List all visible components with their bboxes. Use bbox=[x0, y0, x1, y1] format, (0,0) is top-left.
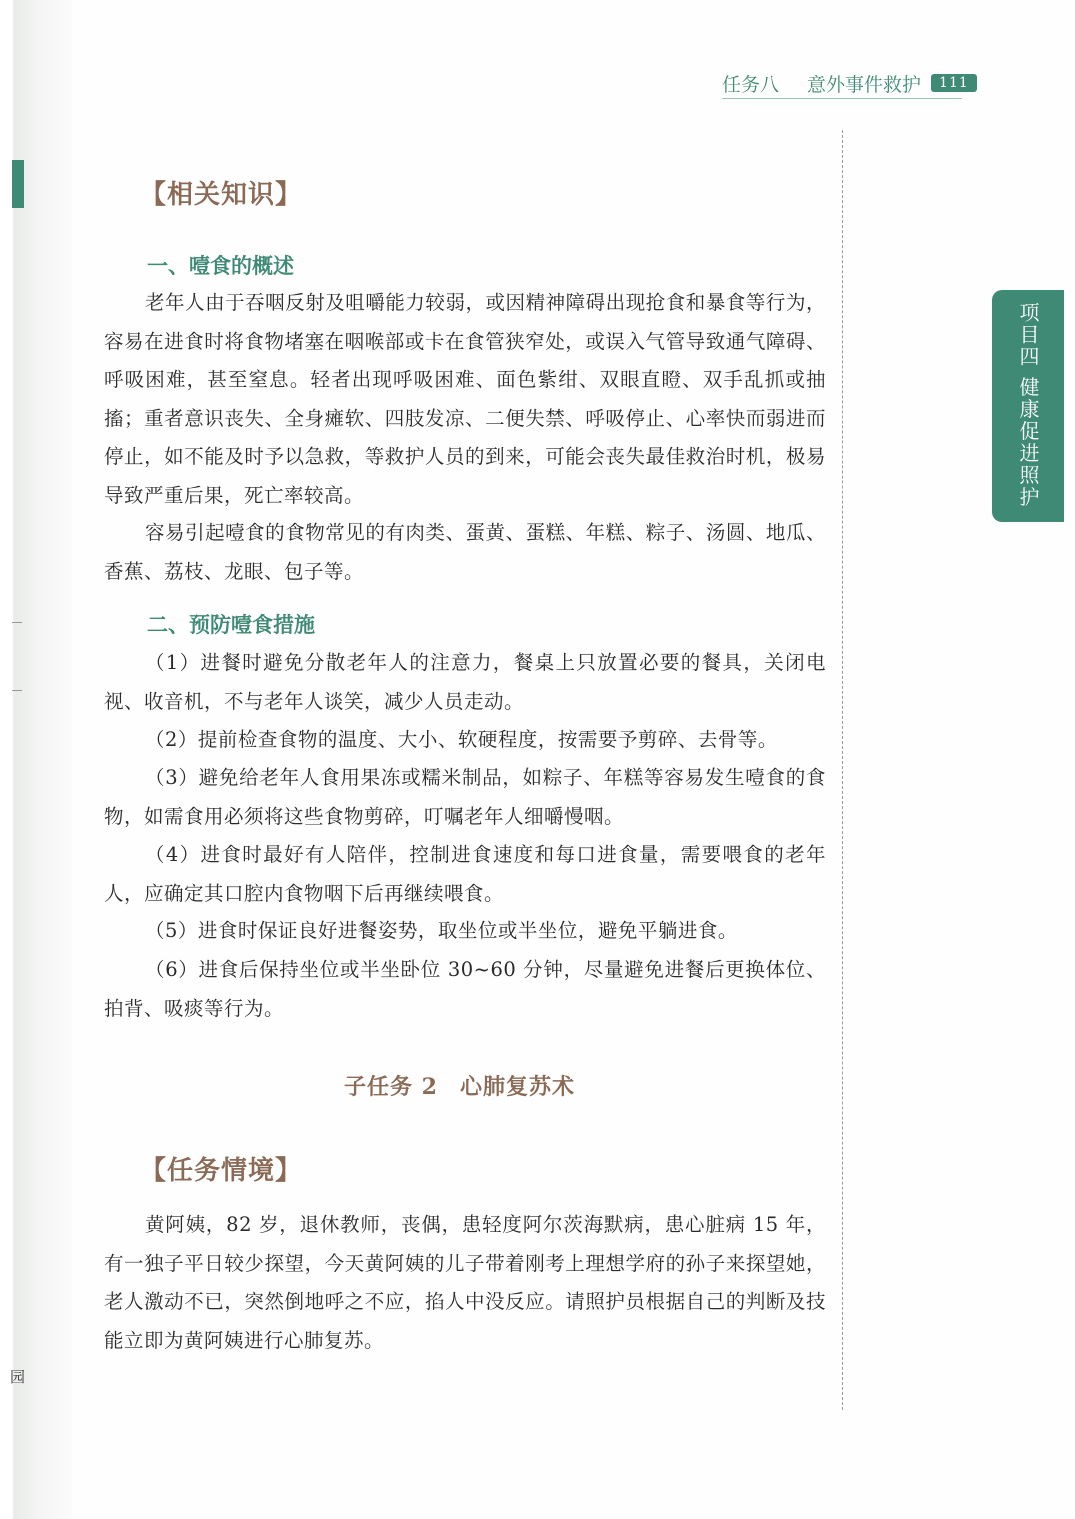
subtask-name: 心肺复苏术 bbox=[459, 1074, 575, 1100]
paragraph-choking-foods: 容易引起噎食的食物常见的有肉类、蛋黄、蛋糕、年糕、粽子、汤圆、地瓜、香蕉、荔枝、龙眼、包子等。 bbox=[104, 521, 826, 583]
book-spine-shadow bbox=[0, 0, 72, 1519]
page-number: 111 bbox=[931, 74, 977, 92]
prevention-item-2: （2）提前检查食物的温度、大小、软硬程度，按需要予剪碎、去骨等。 bbox=[145, 728, 778, 751]
spine-mark bbox=[12, 622, 22, 623]
heading-prevention: 二、预防噎食措施 bbox=[147, 613, 315, 637]
heading-related-knowledge: 【相关知识】 bbox=[140, 180, 303, 210]
prevention-item-5: （5）进食时保证良好进餐姿势，取坐位或半坐位，避免平躺进食。 bbox=[145, 919, 738, 942]
prevention-item-3: （3）避免给老年人食用果冻或糯米制品，如粽子、年糕等容易发生噎食的食物，如需食用必须将这些食物剪碎，叮嘱老年人细嚼慢咽。 bbox=[104, 766, 826, 828]
spine-mark bbox=[12, 690, 22, 691]
running-header bbox=[722, 70, 977, 96]
side-tab-project bbox=[992, 290, 1064, 522]
subtask-title bbox=[344, 1070, 575, 1101]
header-rule bbox=[722, 98, 962, 99]
heading-task-scenario: 【任务情境】 bbox=[140, 1156, 303, 1186]
spine-color-bar bbox=[12, 160, 24, 208]
spine-glyph: 园 bbox=[10, 1368, 26, 1386]
header-task: 任务八 bbox=[722, 73, 780, 96]
prevention-item-1: （1）进餐时避免分散老年人的注意力，餐桌上只放置必要的餐具，关闭电视、收音机，不与老年人谈笑，减少人员走动。 bbox=[104, 651, 826, 713]
prevention-item-6: （6）进食后保持坐位或半坐卧位 30~60 分钟，尽量避免进餐后更换体位、拍背、吸痰等行为。 bbox=[104, 958, 826, 1020]
paragraph-choking-overview: 老年人由于吞咽反射及咀嚼能力较弱，或因精神障碍出现抢食和暴食等行为，容易在进食时将食物堵塞在咽喉部或卡在食管狭窄处，或误入气管导致通气障碍、呼吸困难，甚至窒息。轻者出现呼吸困难、面色紫绀、双眼直瞪、双手乱抓或抽搐；重者意识丧失、全身瘫软、四肢发凉、二便失禁、呼吸停止、心率快而弱进而停止，如不能及时予以急救，等救护人员的到来，可能会丧失最佳救治时机，极易导致严重后果，死亡率较高。 bbox=[104, 291, 826, 507]
side-tab-label: 项目四 健康促进照护 bbox=[1016, 302, 1040, 509]
margin-dashed-rule bbox=[842, 130, 843, 1410]
heading-choking-overview: 一、噎食的概述 bbox=[147, 254, 294, 278]
paragraph-task-scenario: 黄阿姨，82 岁，退休教师，丧偶，患轻度阿尔茨海默病，患心脏病 15 年，有一独子平日较少探望，今天黄阿姨的儿子带着刚考上理想学府的孙子来探望她，老人激动不已，突然倒地呼之不应，掐人中没反应。请照护员根据自己的判断及技能立即为黄阿姨进行心肺复苏。 bbox=[104, 1213, 826, 1352]
subtask-label: 子任务 2 bbox=[344, 1074, 438, 1100]
header-title: 意外事件救护 bbox=[807, 73, 922, 96]
prevention-item-4: （4）进食时最好有人陪伴，控制进食速度和每口进食量，需要喂食的老年人，应确定其口腔内食物咽下后再继续喂食。 bbox=[104, 843, 826, 905]
